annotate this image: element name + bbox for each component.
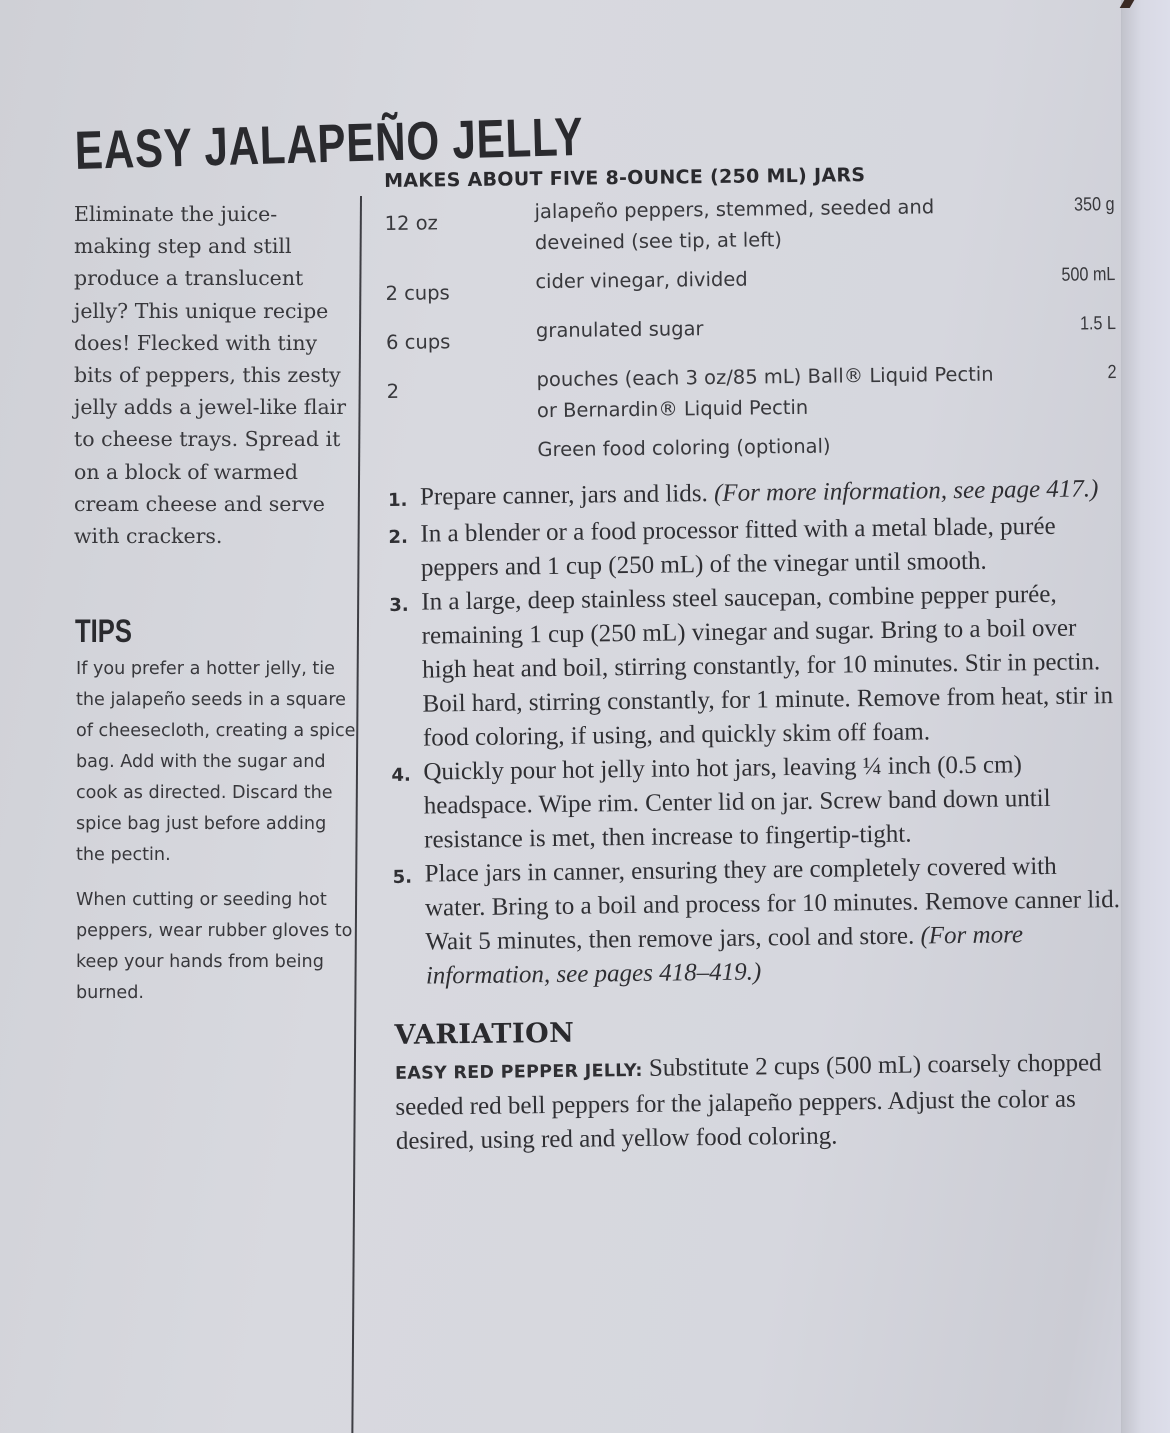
step-text xyxy=(424,849,1124,994)
recipe-main-column xyxy=(384,161,1126,1159)
tips-section xyxy=(76,654,356,1023)
step-item xyxy=(389,577,1121,756)
step-text xyxy=(420,509,1119,586)
ingredient-quantity: 2 xyxy=(386,379,400,403)
step-body: In a large, deep stainless steel saucepan, combine pepper purée, remaining 1 cup (250 mL) vinegar and sugar. Bring to a boil over high heat and boil, stirring constantly, for 10 minutes. Stir in pectin. Boil hard, stirring constantly, for 1 minute. Remove from heat, stir in food coloring, if using, and quickly skim off foam. xyxy=(421,580,1114,752)
step-item xyxy=(391,747,1122,858)
tips-heading: TIPS xyxy=(75,613,132,649)
ingredient-description: cider vinegar, divided xyxy=(535,267,748,294)
ingredient-quantity: 6 cups xyxy=(385,330,451,354)
recipe-yield: MAKES ABOUT FIVE 8-OUNCE (250 ML) JARS xyxy=(384,164,866,192)
recipe-intro: Eliminate the juice-making step and still produce a translucent jelly? This unique recipe does! Flecked with tiny bits of peppers, this zesty jelly adds a jewel-like flair to cheese trays. Spread it on a block of warmed cream cheese and serve with crackers. xyxy=(74,202,347,549)
tip-item: If you prefer a hotter jelly, tie the jalapeño seeds in a square of cheesecloth, creating a spice bag. Add with the sugar and cook as directed. Discard the spice bag just before adding the pectin. xyxy=(76,659,356,865)
tip-item: When cutting or seeding hot peppers, wear rubber gloves to keep your hands from being burned. xyxy=(76,890,353,1003)
variation-text: Substitute 2 cups (500 mL) coarsely chopped seeded red bell peppers for the jalapeño peppers. Adjust the color as desired, using red and yellow food coloring. xyxy=(395,1049,1102,1155)
step-body: Prepare canner, jars and lids. xyxy=(419,480,708,511)
ingredient-metric: 1.5 L xyxy=(1079,313,1117,335)
ingredient-quantity: 12 oz xyxy=(384,211,438,235)
step-number: 3. xyxy=(389,594,409,616)
ingredient-description: granulated sugar xyxy=(535,317,704,343)
ingredient-quantity: 2 cups xyxy=(385,281,450,305)
method-steps xyxy=(388,472,1124,994)
step-item xyxy=(392,849,1124,994)
step-number: 1. xyxy=(387,489,408,511)
ingredient-row xyxy=(386,357,1117,428)
step-body: Place jars in canner, ensuring they are completely covered with water. Bring to a boil and process for 10 minutes. Remove canner lid. Wait 5 minutes, then remove jars, cool and store. xyxy=(424,852,1121,956)
ingredient-metric: 350 g xyxy=(1073,194,1115,216)
ingredient-row xyxy=(385,259,1115,309)
step-text xyxy=(421,577,1121,756)
ingredient-description: jalapeño peppers, stemmed, seeded and deveined (see tip, at left) xyxy=(534,195,935,255)
step-body: Quickly pour hot jelly into hot jars, leaving ¼ inch (0.5 cm) headspace. Wipe rim. Center lid on jar. Screw band down until resistance is met, then increase to fingertip-tight. xyxy=(423,751,1051,854)
ingredient-metric: 500 mL xyxy=(1061,264,1116,286)
variation-heading: VARIATION xyxy=(394,1017,575,1051)
step-number: 5. xyxy=(392,866,413,888)
next-page-edge xyxy=(1121,0,1170,1433)
step-body: In a blender or a food processor fitted with a metal blade, purée peppers and 1 cup (250 mL) of the vinegar until smooth. xyxy=(420,512,1056,582)
ingredient-description: pouches (each 3 oz/85 mL) Ball® Liquid Pectin or Bernardin® Liquid Pectin xyxy=(536,362,994,423)
recipe-title: EASY JALAPEÑO JELLY xyxy=(74,106,585,182)
step-number: 2. xyxy=(388,526,408,548)
variation-body xyxy=(395,1046,1126,1159)
step-note: (For more information, see pages 418–419.) xyxy=(425,921,1024,990)
variation-label: EASY RED PEPPER JELLY: xyxy=(394,1060,643,1084)
step-text xyxy=(423,747,1122,858)
step-number: 4. xyxy=(391,764,411,786)
ingredient-metric: 2 xyxy=(1107,362,1117,384)
ingredient-row xyxy=(384,189,1115,260)
ingredient-row xyxy=(387,427,1117,467)
step-text xyxy=(420,472,1118,515)
step-item xyxy=(388,509,1119,586)
ingredients-list xyxy=(384,189,1117,467)
ingredient-description: Green food coloring (optional) xyxy=(537,434,831,462)
step-note: (For more information, see page 417.) xyxy=(713,475,1099,507)
ingredient-metric xyxy=(1032,427,1117,428)
ingredient-row xyxy=(386,308,1116,358)
ingredient-quantity xyxy=(387,434,537,446)
